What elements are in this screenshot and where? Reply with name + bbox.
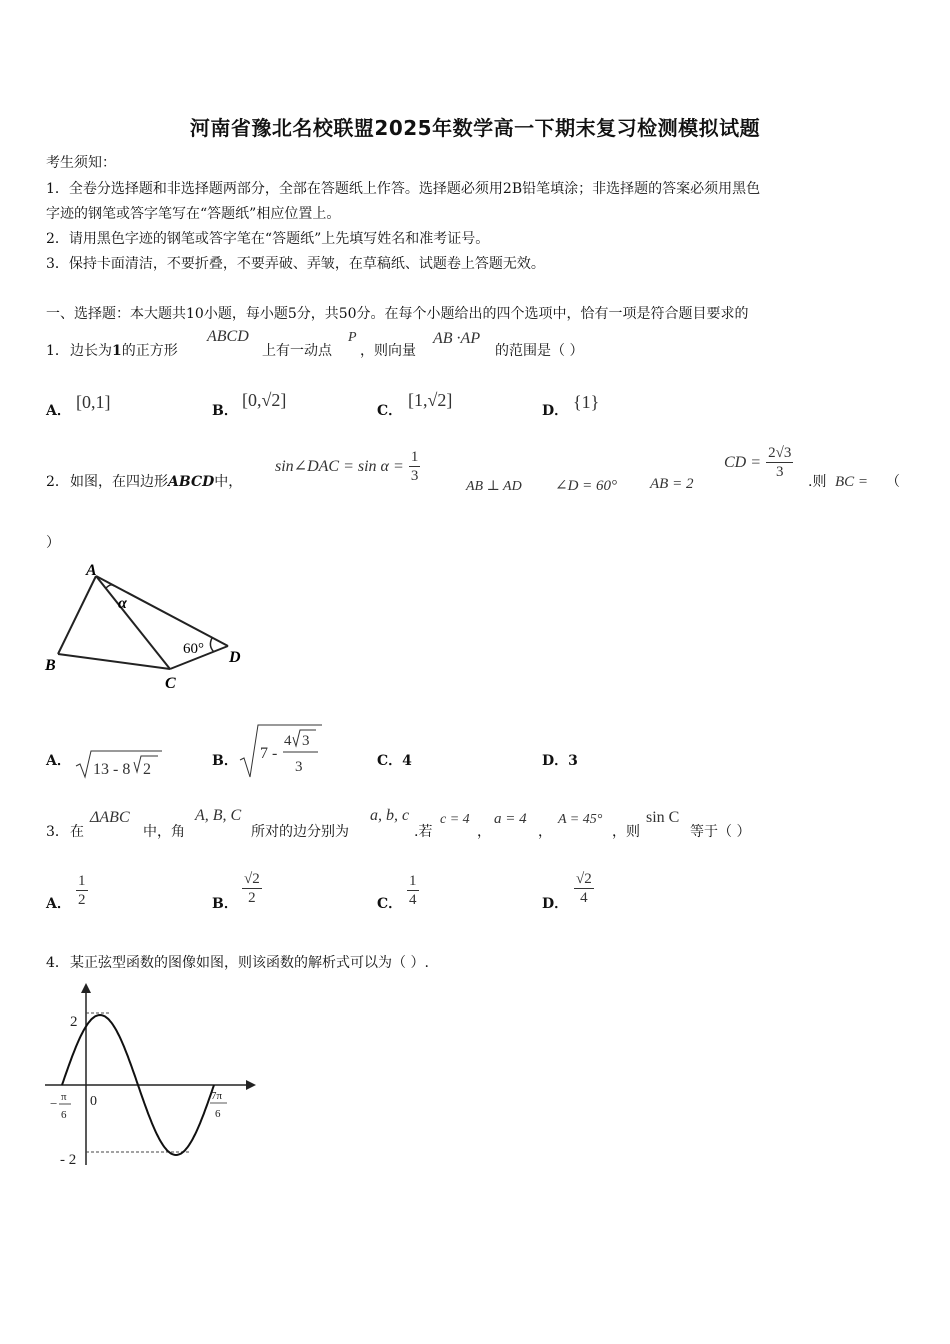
vertex-b-label: B: [45, 657, 56, 674]
x-left-denominator: 6: [61, 1109, 67, 1121]
question-3-math-triangle: ΔABC: [90, 809, 130, 826]
q3-option-c-label: C．: [377, 896, 403, 912]
edge-ad: [96, 576, 228, 646]
question-2-math-angle-d: ∠D = 60°: [555, 478, 618, 494]
question-2-text-a: 如图，在四边形ABCD中，: [70, 474, 243, 490]
notice-item-1-line-1: 1．全卷分选择题和非选择题两部分，全部在答题纸上作答。选择题必须用2B铅笔填涂；非选择题的答案必须用黑色: [46, 181, 761, 197]
question-3-math-sinc: sin C: [646, 809, 680, 826]
x-right-denominator: 6: [215, 1108, 221, 1120]
question-1-math-vector: AB ·AP: [433, 330, 481, 347]
angle-alpha-label: α: [118, 595, 127, 612]
q3-option-d-value: $\frac{√2}{4}$: [576, 871, 592, 906]
vertex-d-label: D: [229, 649, 241, 666]
question-2-paren-open: （: [886, 474, 900, 490]
vertex-a-label: A: [86, 562, 97, 579]
q2-option-a-label: A．: [46, 753, 71, 769]
q3-option-a-value: $\frac{1}{2}$: [78, 873, 86, 908]
question-2-text-b: .则: [808, 474, 827, 490]
y-max-label: 2: [70, 1014, 78, 1030]
q2-option-b-label: B．: [212, 753, 238, 769]
question-2-math-cd: CD = $\frac{2√3}{3}$: [724, 445, 792, 480]
q2-option-b-value: [238, 722, 326, 780]
x-left-sign: −: [50, 1096, 58, 1111]
vertex-c-label: C: [165, 675, 176, 692]
question-2-paren-close: ）: [46, 535, 60, 551]
question-3-math-sides: a, b, c: [370, 807, 410, 824]
question-1-text-b: 上有一动点: [262, 343, 332, 359]
q3-option-d-label: D．: [542, 896, 569, 912]
x-axis-arrow-icon: [246, 1080, 256, 1090]
question-1-math-square: ABCD: [207, 328, 249, 345]
question-3-math-angle-a: A = 45°: [558, 812, 603, 827]
question-2-math-perp: AB ⊥ AD: [466, 479, 522, 494]
question-4-number: 4．: [46, 955, 69, 971]
q1-option-d-value: {1}: [573, 392, 600, 412]
q1-option-a-value: [0,1]: [76, 392, 111, 412]
q1-option-c-label: C．: [377, 403, 403, 419]
angle-60-arc: [210, 638, 214, 652]
svg-text:2: 2: [143, 761, 151, 778]
notice-heading: 考生须知：: [46, 155, 116, 171]
question-2-number: 2．: [46, 474, 69, 490]
question-3-text-e: ，则: [612, 824, 640, 840]
question-2-math-sin: sin∠DAC = sin α = $\frac{1}{3}$: [275, 449, 419, 484]
page-title: 河南省豫北名校联盟2025年数学高一下期末复习检测模拟试题: [189, 116, 761, 140]
question-3-text-b: 中，角: [143, 824, 185, 840]
angle-alpha-arc: [106, 585, 114, 588]
section-heading: 一、选择题：本大题共10小题，每小题5分，共50分。在每个小题给出的四个选项中，恰有一项是符合题目要求的: [46, 306, 749, 322]
question-1-text-c: ，则向量: [360, 343, 416, 359]
edge-bc: [58, 654, 170, 669]
q1-option-b-label: B．: [212, 403, 238, 419]
edge-ac: [96, 576, 170, 669]
q3-option-b-value: $\frac{√2}{2}$: [244, 871, 260, 906]
question-3-math-a: a = 4: [494, 811, 527, 827]
q3-option-b-label: B．: [212, 896, 238, 912]
question-2-math-bc: BC =: [835, 474, 869, 490]
question-3-text-a: 在: [70, 824, 84, 840]
svg-text:13 - 8: 13 - 8: [93, 761, 131, 778]
q1-option-b-value: [0,√2]: [242, 390, 287, 410]
x-left-numerator: π: [61, 1091, 67, 1103]
notice-item-3: 3．保持卡面清洁，不要折叠，不要弄破、弄皱，在草稿纸、试题卷上答题无效。: [46, 256, 545, 272]
radical-sign-icon: [240, 725, 322, 777]
question-1-text-a: 边长为1的正方形: [70, 343, 178, 359]
question-2-figure: [40, 558, 250, 693]
y-axis-arrow-icon: [81, 983, 91, 993]
x-right-numerator: 7π: [211, 1090, 223, 1102]
question-1-math-point: P: [348, 330, 357, 345]
q2-option-d-label: D．3: [542, 753, 578, 769]
edge-ab: [58, 576, 96, 654]
question-3-text-f: 等于（ ）: [690, 824, 751, 840]
question-2-fraction-one-third: $\frac{1}{3}$: [410, 449, 419, 484]
question-3-comma-1: ，: [477, 824, 491, 840]
q3-option-c-value: $\frac{1}{4}$: [409, 873, 417, 908]
question-4-graph: [40, 980, 270, 1170]
q3-option-a-label: A．: [46, 896, 71, 912]
y-min-label: - 2: [60, 1152, 77, 1168]
svg-text:3: 3: [295, 759, 303, 775]
notice-item-1-line-2: 字迹的钢笔或答字笔写在“答题纸”相应位置上。: [46, 206, 341, 222]
svg-text:3: 3: [302, 733, 310, 749]
question-1-number: 1．: [46, 343, 69, 359]
q2-option-a-value: [74, 748, 164, 780]
notice-item-2: 2．请用黑色字迹的钢笔或答字笔在“答题纸”上先填写姓名和准考证号。: [46, 231, 490, 247]
angle-60-label: 60°: [183, 641, 204, 657]
question-3-text-c: 所对的边分别为: [251, 824, 349, 840]
q1-option-a-label: A．: [46, 403, 71, 419]
question-3-math-angles: A, B, C: [195, 807, 242, 824]
svg-text:7 -: 7 -: [260, 745, 278, 762]
question-3-number: 3．: [46, 824, 69, 840]
question-3-comma-2: ，: [538, 824, 552, 840]
q1-option-c-value: [1,√2]: [408, 390, 453, 410]
origin-label: 0: [90, 1094, 97, 1109]
question-2-fraction-cd: $\frac{2√3}{3}$: [768, 445, 792, 480]
question-1-text-d: 的范围是（ ）: [495, 343, 584, 359]
q1-option-d-label: D．: [542, 403, 569, 419]
svg-text:4: 4: [284, 733, 292, 749]
question-4-text: 某正弦型函数的图像如图，则该函数的解析式可以为（ ）.: [70, 955, 429, 971]
question-3-text-d: .若: [414, 824, 433, 840]
question-2-math-ab: AB = 2: [650, 476, 694, 492]
q2-option-c-label: C．4: [377, 753, 412, 769]
question-3-math-c: c = 4: [440, 812, 470, 827]
